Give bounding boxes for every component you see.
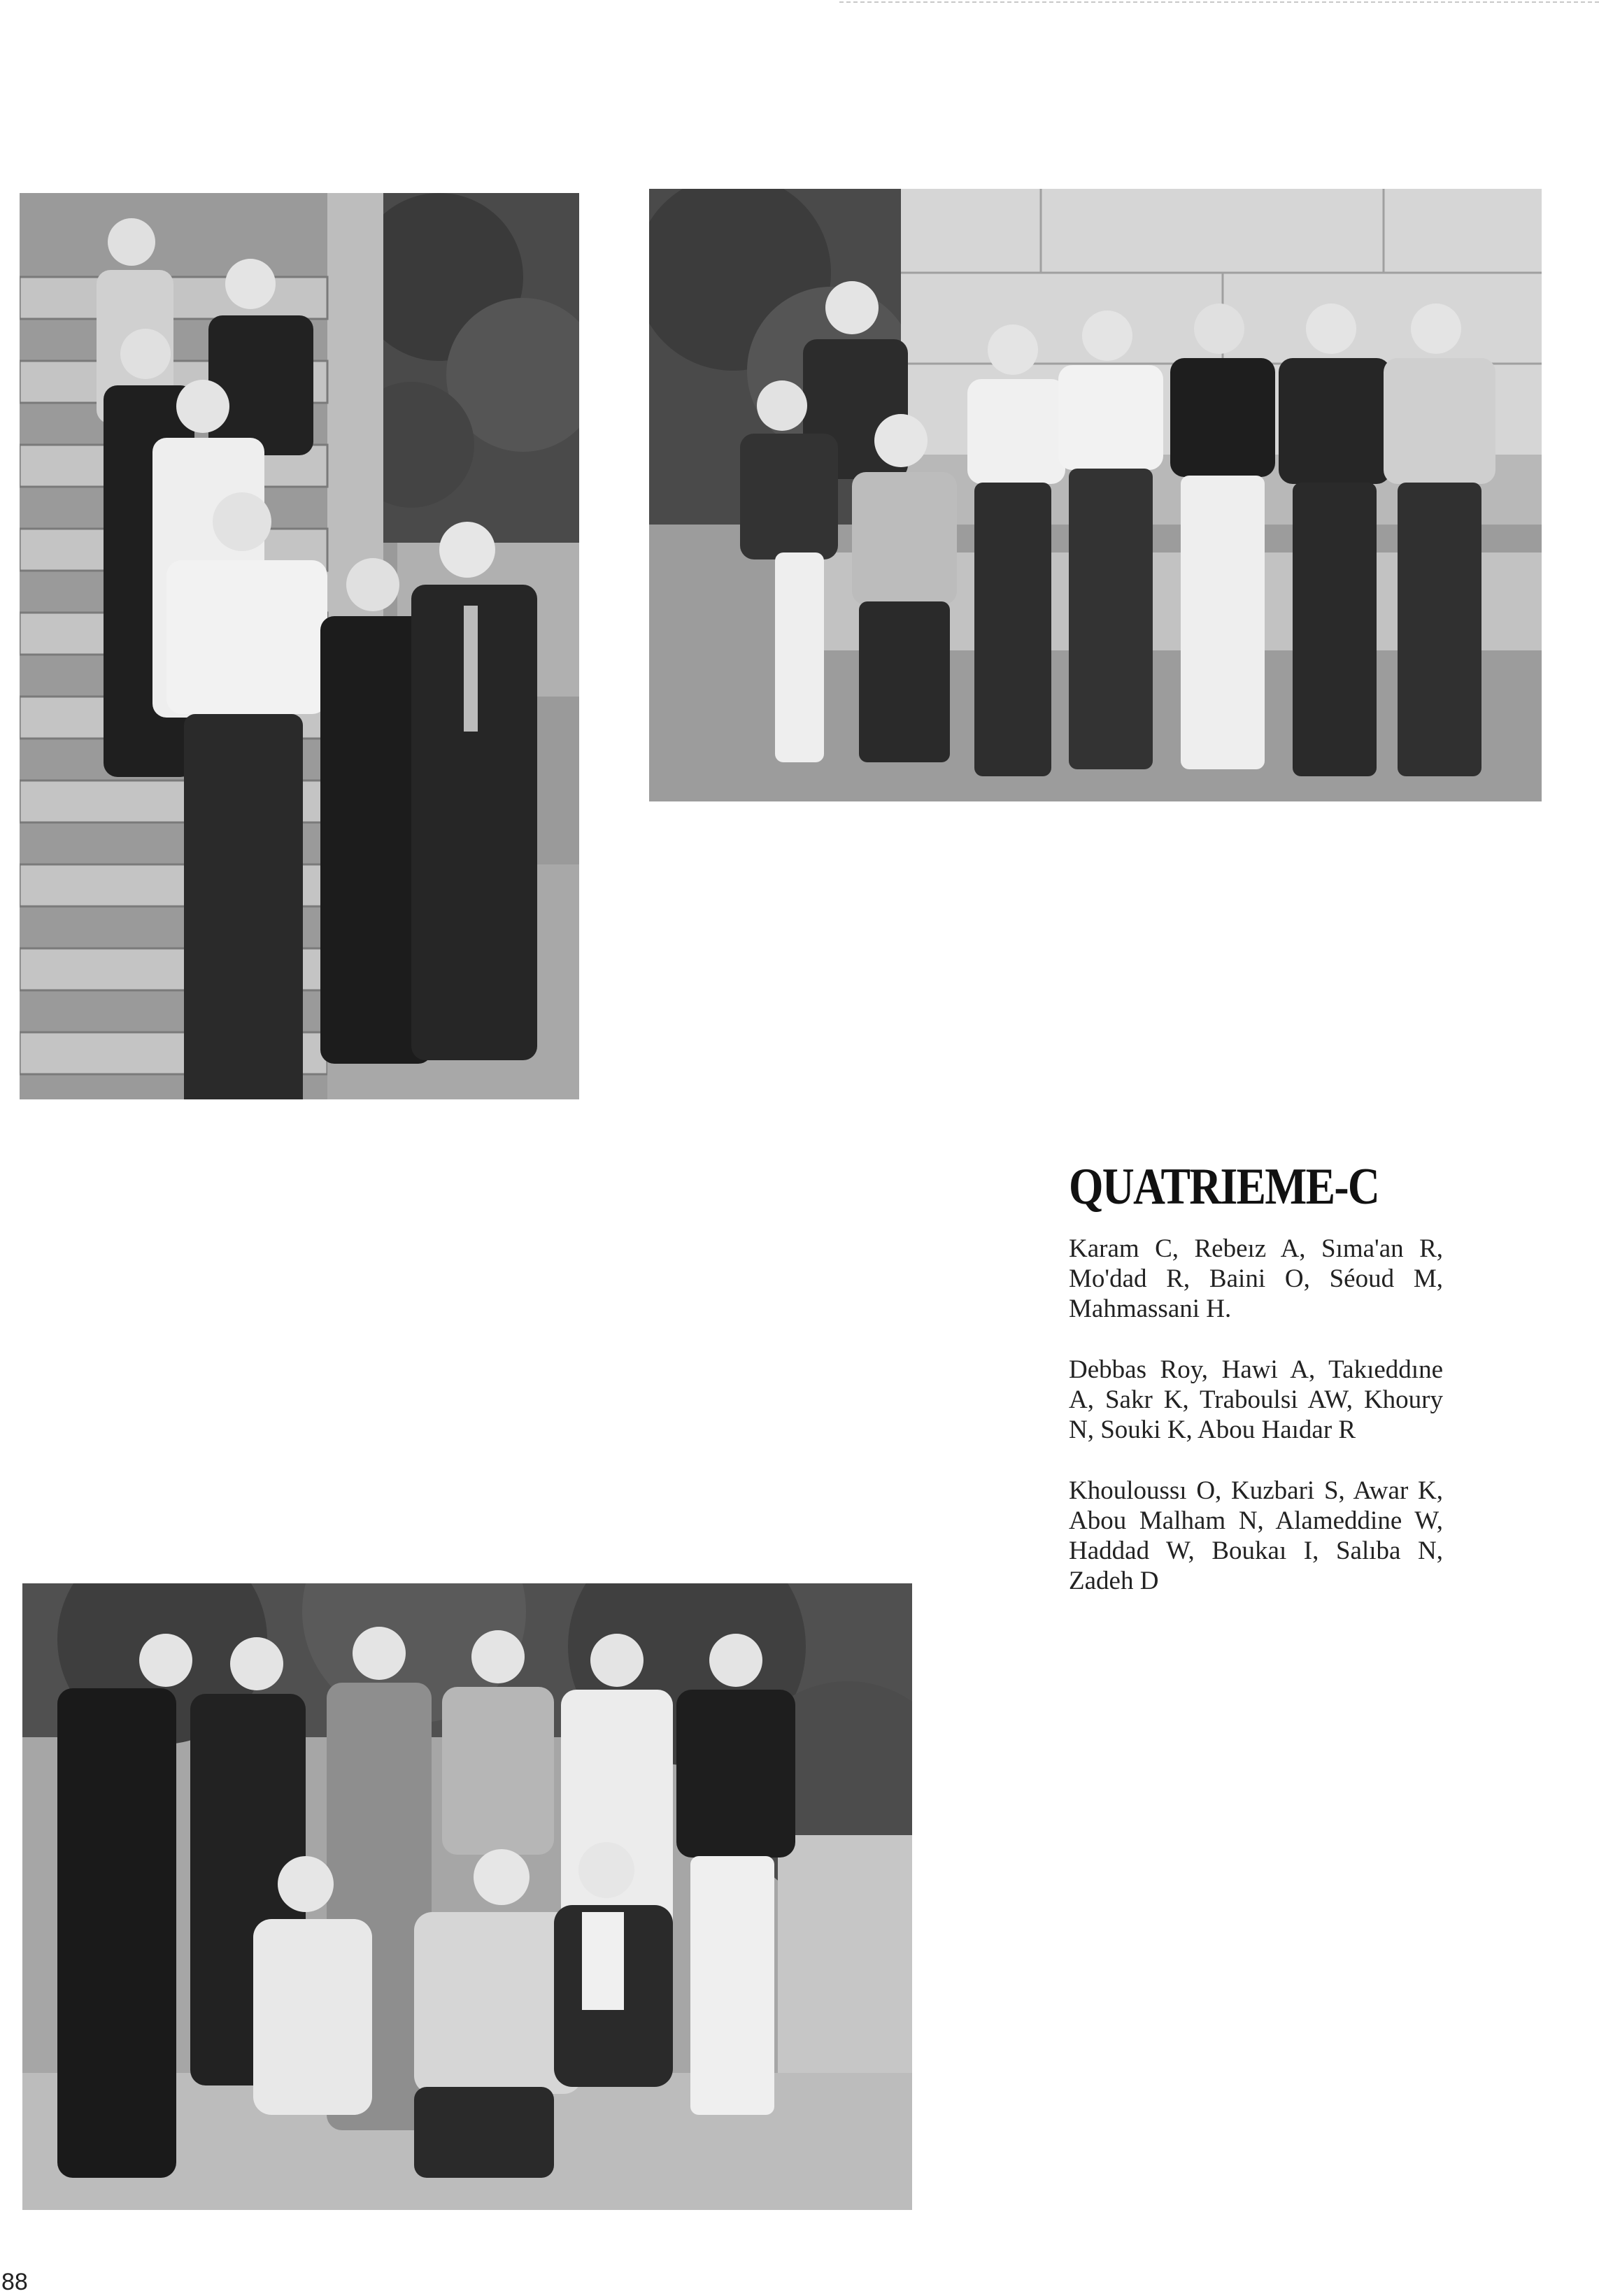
names-row-1: Karam C, Rebeız A, Sıma'an R, Mo'dad R, Baini O, Séoud M, Mahmassani H. — [1069, 1234, 1443, 1323]
class-photo-garden — [22, 1583, 912, 2210]
class-photo-wall — [649, 189, 1542, 801]
names-row-2: Debbas Roy, Hawi A, Takıeddıne A, Sakr K, Traboulsi AW, Khoury N, Souki K, Abou Haıdar R — [1069, 1355, 1443, 1444]
names-row-3: Khouloussı O, Kuzbari S, Awar K, Abou Malham N, Alameddine W, Haddad W, Boukaı I, Salıba N, Zadeh D — [1069, 1476, 1443, 1595]
page-number: 88 — [1, 2269, 28, 2295]
class-photo-stairs — [20, 193, 579, 1099]
class-caption — [1069, 1158, 1443, 1627]
top-dashed-rule — [839, 1, 1599, 3]
class-title: QUATRIEME-C — [1069, 1158, 1379, 1215]
